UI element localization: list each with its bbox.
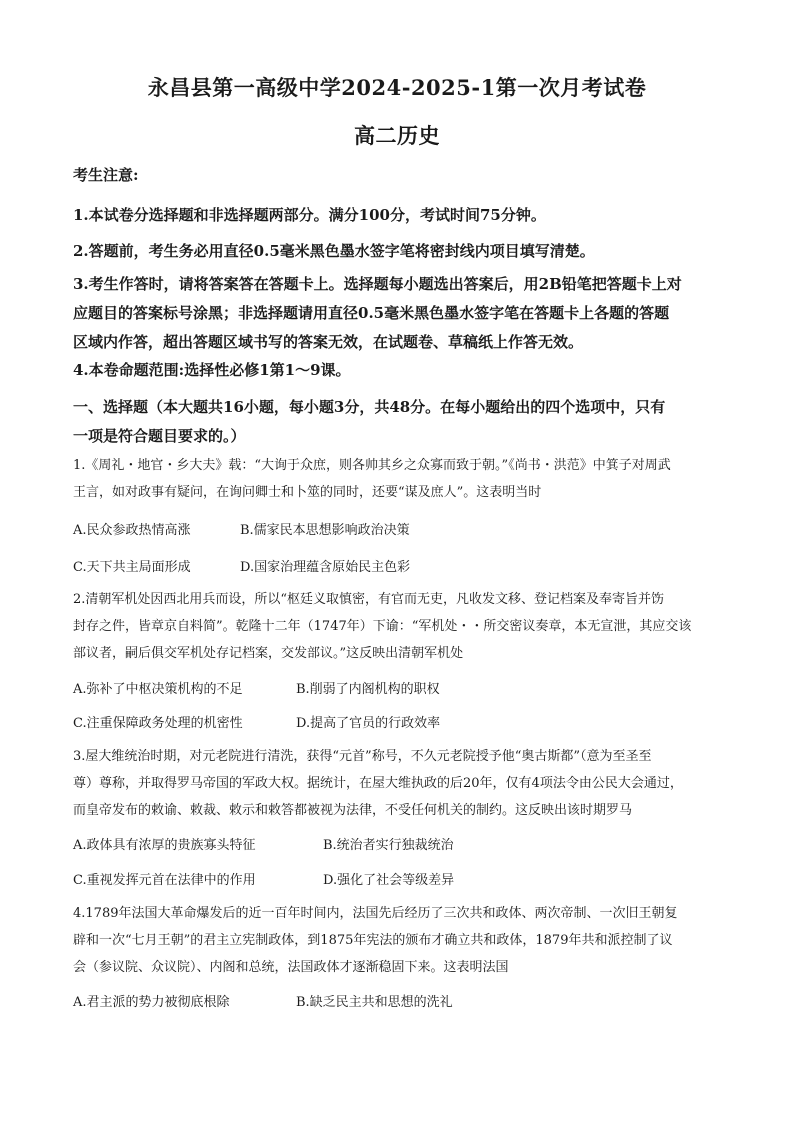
question-1-line-1: 1.《周礼・地官・乡大夫》载：“大询于众庶，则各帅其乡之众寡而致于朝。”《尚书・洪范》中箕子对周武 — [73, 458, 671, 473]
question-3-option-d: D.强化了社会等级差异 — [323, 873, 455, 888]
question-4-line-1: 4.1789年法国大革命爆发后的近一百年时间内，法国先后经历了三次共和政体、两次帝制、一次旧王朝复 — [73, 906, 678, 921]
question-2-option-c: C.注重保障政务处理的机密性 — [73, 716, 243, 731]
question-2-option-d: D.提高了官员的行政效率 — [296, 716, 441, 731]
notice-item-2 — [73, 236, 595, 266]
question-4-line-3: 会（参议院、众议院）、内阁和总统，法国政体才逐渐稳固下来。这表明法国 — [73, 960, 509, 975]
notice-item-2-line: 2.答题前，考生务必用直径0.5毫米黑色墨水签字笔将密封线内项目填写清楚。 — [73, 242, 595, 260]
question-3-line-3: 而皇帝发布的敕谕、敕裁、敕示和敕答都被视为法律，不受任何机关的制约。这反映出该时期罗马 — [73, 803, 633, 818]
question-4-line-2: 辟和一次“七月王朝”的君主立宪制政体，到1875年宪法的颁布才确立共和政体，1879年共和派控制了议 — [73, 933, 673, 948]
question-2-stem — [73, 586, 691, 667]
question-3-line-2: 尊）尊称，并取得罗马帝国的军政大权。据统计，在屋大维执政的后20年，仅有4项法令由公民大会通过， — [73, 776, 683, 791]
notice-item-3 — [73, 270, 682, 357]
section-heading-line-1: 一、选择题（本大题共16小题，每小题3分，共48分。在每小题给出的四个选项中，只有 — [73, 398, 666, 416]
notice-heading: 考生注意: — [73, 166, 139, 184]
notice-item-4-line: 4.本卷命题范围:选择性必修1第1～9课。 — [73, 361, 351, 379]
section-heading — [73, 393, 665, 451]
question-4-option-b: B.缺乏民主共和思想的洗礼 — [296, 995, 453, 1010]
question-2-option-b: B.削弱了内阁机构的职权 — [296, 682, 440, 697]
question-1-line-2: 王言，如对政事有疑问，在询问卿士和卜筮的同时，还要“谋及庶人”。这表明当时 — [73, 485, 542, 500]
question-3-option-b: B.统治者实行独裁统治 — [323, 838, 454, 853]
question-3-option-a: A.政体具有浓厚的贵族寡头特征 — [73, 838, 256, 853]
notice-item-1 — [73, 200, 546, 230]
question-1-option-d: D.国家治理蕴含原始民主色彩 — [240, 560, 411, 575]
question-1-stem — [73, 452, 671, 506]
notice-item-3-line-2: 应题目的答案标号涂黑；非选择题请用直径0.5毫米黑色墨水签字笔在答题卡上各题的答题 — [73, 304, 670, 322]
question-2-option-a: A.弥补了中枢决策机构的不足 — [73, 682, 243, 697]
question-1-option-a: A.民众参政热情高涨 — [73, 523, 191, 538]
question-2-line-1: 2.清朝军机处因西北用兵而设，所以“枢廷义取慎密，有官而无吏，凡收发文移、登记档案及奉寄旨并饬 — [73, 592, 665, 607]
question-4-option-a: A.君主派的势力被彻底根除 — [73, 995, 230, 1010]
notice-item-1-line: 1.本试卷分选择题和非选择题两部分。满分100分，考试时间75分钟。 — [73, 206, 546, 224]
notice-item-3-line-1: 3.考生作答时，请将答案答在答题卡上。选择题每小题选出答案后，用2B铅笔把答题卡上对 — [73, 275, 682, 293]
notice-item-4 — [73, 355, 351, 385]
question-3-option-c: C.重视发挥元首在法律中的作用 — [73, 873, 256, 888]
notice-item-3-line-3: 区域内作答，超出答题区域书写的答案无效，在试题卷、草稿纸上作答无效。 — [73, 333, 584, 351]
question-4-stem — [73, 900, 678, 981]
question-3-line-1: 3.屋大维统治时期，对元老院进行清洗，获得“元首”称号，不久元老院授予他“奥古斯都”（意为至圣至 — [73, 749, 652, 764]
exam-title: 永昌县第一高级中学2024-2025-1第一次月考试卷 — [147, 75, 647, 100]
question-3-stem — [73, 743, 683, 824]
question-1-option-c: C.天下共主局面形成 — [73, 560, 191, 575]
subject-title: 高二历史 — [354, 123, 440, 148]
question-2-line-3: 部议者，嗣后俱交军机处存记档案，交发部议。”这反映出清朝军机处 — [73, 646, 464, 661]
question-2-line-2: 封存之件，皆章京自料简”。乾隆十二年（1747年）下谕：“军机处・・所交密议奏章，本无宣泄，其应交该 — [73, 619, 692, 634]
question-1-option-b: B.儒家民本思想影响政治决策 — [240, 523, 410, 538]
section-heading-line-2: 一项是符合题目要求的。） — [73, 427, 246, 445]
